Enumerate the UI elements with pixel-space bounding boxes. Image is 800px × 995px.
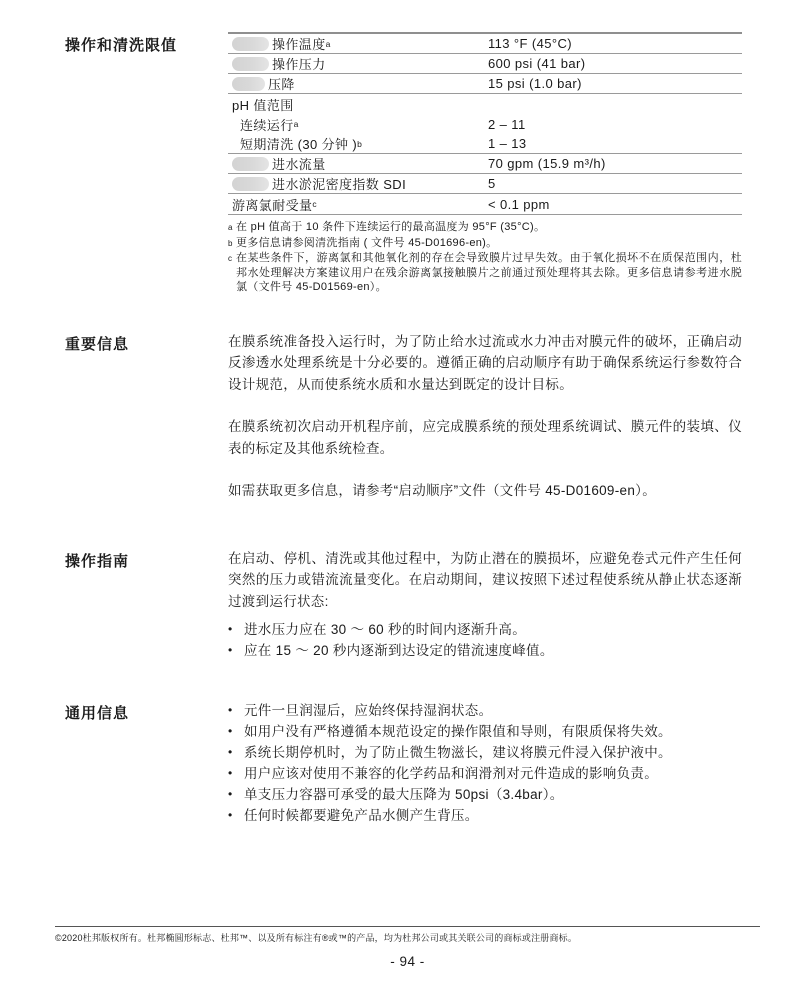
redaction-blob xyxy=(232,77,265,91)
row-value: 70 gpm (15.9 m³/h) xyxy=(488,156,606,171)
bullet-icon: • xyxy=(228,724,233,738)
section-important-info xyxy=(65,331,742,502)
row-value: 1 – 13 xyxy=(488,136,527,151)
table-row xyxy=(228,94,742,114)
section-operating-guide xyxy=(65,548,742,662)
footnote-text: 在 pH 值高于 10 条件下连续运行的最高温度为 95°F (35°C)。 xyxy=(236,221,546,233)
bullet-icon: • xyxy=(228,808,233,822)
page-number: - 94 - xyxy=(390,954,425,969)
list-item: • 应在 15 ～ 20 秒内逐渐到达设定的错流速度峰值。 xyxy=(228,640,742,661)
footnote-text: 更多信息请参阅清洗指南 ( 文件号 45-D01696-en)。 xyxy=(236,236,498,249)
row-label: pH 值范围 xyxy=(232,97,294,113)
section-heading-general-info: 通用信息 xyxy=(65,705,130,722)
footnote-marker: a xyxy=(228,223,233,232)
list-item: • 任何时候都要避免产品水侧产生背压。 xyxy=(228,805,742,826)
footnote xyxy=(228,220,742,236)
row-value: 600 psi (41 bar) xyxy=(488,56,586,71)
general-bullet-list xyxy=(228,700,742,826)
row-label: 游离氯耐受量 xyxy=(232,197,313,213)
bullet-icon: • xyxy=(228,643,233,657)
table-row xyxy=(228,154,742,174)
footnote-text: 在某些条件下，游离氯和其他氧化剂的存在会导致膜片过早失效。由于氧化损坏不在质保范围内，杜邦水处理解决方案建议用户在残余游离氯接触膜片之前通过预处理将其去除。更多信息请参考进水脱氯（文件号 45-D01569-en）。 xyxy=(236,252,742,293)
footnote-marker: c xyxy=(228,254,233,263)
limits-table xyxy=(228,32,742,215)
bullet-icon: • xyxy=(228,622,233,636)
redaction-blob xyxy=(232,157,269,171)
row-label: 操作温度 xyxy=(272,37,326,52)
table-row: 短期清洗 (30 分钟 ) b 1 – 13 xyxy=(228,134,742,154)
row-label: 短期清洗 (30 分钟 ) xyxy=(240,137,358,152)
row-label: 进水流量 xyxy=(272,157,326,172)
copyright-notice: ©2020杜邦版权所有。杜邦椭圆形标志、杜邦™、以及所有标注有®或™的产品，均为杜邦公司或其关联公司的商标或注册商标。 xyxy=(55,933,578,943)
footnote xyxy=(228,236,742,252)
table-row xyxy=(228,174,742,194)
table-row: 游离氯耐受量 c < 0.1 ppm xyxy=(228,194,742,215)
bullet-icon: • xyxy=(228,766,233,780)
list-item: • 单支压力容器可承受的最大压降为 50psi（3.4bar）。 xyxy=(228,784,742,805)
table-row xyxy=(228,74,742,94)
list-item: • 如用户没有严格遵循本规范设定的操作限值和导则，有限质保将失效。 xyxy=(228,721,742,742)
section-heading-operating-guide: 操作指南 xyxy=(65,552,130,570)
section-general-info xyxy=(65,700,742,826)
bullet-icon: • xyxy=(228,745,233,759)
section-heading-important-info: 重要信息 xyxy=(65,335,130,353)
table-row: 连续运行 a 2 – 11 xyxy=(228,114,742,134)
bullet-icon: • xyxy=(228,703,233,717)
guide-bullet-list xyxy=(228,619,742,661)
redaction-blob xyxy=(232,57,269,71)
row-label: 连续运行 xyxy=(240,117,294,133)
important-info-body xyxy=(228,331,742,502)
row-value: 2 – 11 xyxy=(488,116,526,132)
table-row: 操作温度 a 113 °F (45°C) xyxy=(228,34,742,54)
row-value: 5 xyxy=(488,176,496,191)
table-row xyxy=(228,54,742,74)
redaction-blob xyxy=(232,37,269,51)
section-operating-limits xyxy=(65,32,742,295)
row-label: 操作压力 xyxy=(272,57,326,72)
row-label: 压降 xyxy=(268,77,295,92)
list-item: • 用户应该对使用不兼容的化学药品和润滑剂对元件造成的影响负责。 xyxy=(228,763,742,784)
table-footnotes xyxy=(228,220,742,295)
footer-divider xyxy=(55,926,760,927)
list-item: • 进水压力应在 30 ～ 60 秒的时间内逐渐升高。 xyxy=(228,619,742,640)
bullet-icon: • xyxy=(228,787,233,801)
footnote xyxy=(228,251,742,295)
section-heading-operating-limits: 操作和清洗限值 xyxy=(65,37,178,54)
row-value: 113 °F (45°C) xyxy=(488,36,572,51)
page-footer xyxy=(55,926,760,969)
row-label: 进水淤泥密度指数 SDI xyxy=(272,177,407,192)
paragraph: 在膜系统初次启动开机程序前，应完成膜系统的预处理系统调试、膜元件的装填、仪表的标定及其他系统检查。 xyxy=(228,419,742,456)
row-value: 15 psi (1.0 bar) xyxy=(488,76,582,91)
paragraph: 在膜系统准备投入运行时，为了防止给水过流或水力冲击对膜元件的破坏，正确启动反渗透水处理系统是十分必要的。遵循正确的启动顺序有助于确保系统运行参数符合设计规范，从而使系统水质和水量达到既定的设计目标。 xyxy=(228,333,742,392)
footnote-marker: b xyxy=(228,238,233,248)
redaction-blob xyxy=(232,177,269,191)
paragraph: 如需获取更多信息，请参考“启动顺序”文件（文件号 45-D01609-en）。 xyxy=(228,483,657,498)
list-item: • 元件一旦润湿后，应始终保持湿润状态。 xyxy=(228,700,742,721)
list-item: • 系统长期停机时，为了防止微生物滋长，建议将膜元件浸入保护液中。 xyxy=(228,742,742,763)
row-value: < 0.1 ppm xyxy=(488,196,550,212)
paragraph: 在启动、停机、清洗或其他过程中，为防止潜在的膜损坏，应避免卷式元件产生任何突然的压力或错流流量变化。在启动期间，建议按照下述过程使系统从静止状态逐渐过渡到运行状态: xyxy=(228,550,742,609)
